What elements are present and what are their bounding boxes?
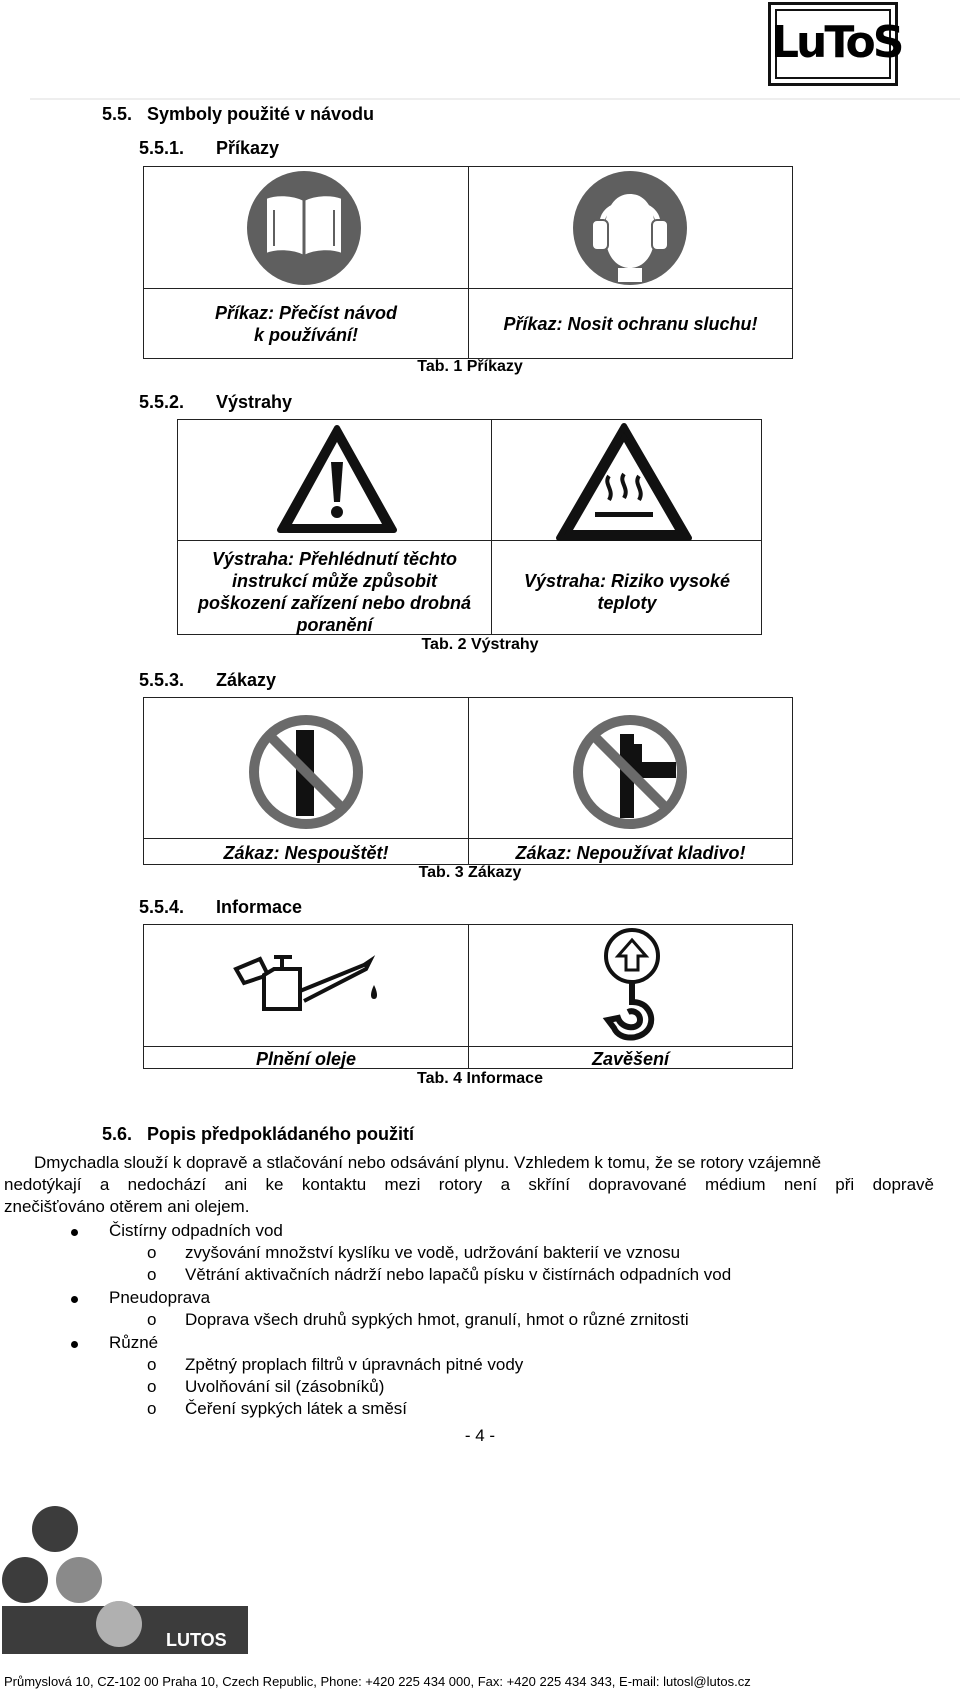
footer-circle: [32, 1506, 78, 1552]
sub-item: Zpětný proplach filtrů v úpravnách pitné vody: [185, 1355, 524, 1374]
hot-surface-caption: Výstraha: Riziko vysoké teploty: [523, 571, 731, 613]
read-manual-caption: Příkaz: Přečíst návod k používání!: [214, 303, 398, 345]
sub-item: Uvolňování sil (zásobníků): [185, 1377, 385, 1396]
list-item: Pneudoprava: [109, 1288, 211, 1307]
section-5-5-2-number: 5.5.2.: [139, 392, 185, 412]
sub-item: zvyšování množství kyslíku ve vodě, udržování bakterií ve vznosu: [185, 1243, 681, 1262]
do-not-start-icon: [248, 714, 364, 830]
commands-table: [143, 166, 793, 359]
sub-marker: o: [147, 1355, 157, 1374]
tab1-caption: Tab. 1 Příkazy: [417, 358, 523, 375]
footer-circle-front: [96, 1601, 142, 1647]
intro-paragraph: [4, 1152, 934, 1218]
bullet-dot: [71, 1341, 78, 1348]
sub-marker: o: [147, 1399, 157, 1418]
section-5-5-3-title: Zákazy: [216, 670, 277, 690]
page-number: - 4 -: [464, 1426, 496, 1445]
sub-item: Doprava všech druhů sypkých hmot, granulí, hmot o různé zrnitosti: [185, 1310, 689, 1329]
footer-address: Průmyslová 10, CZ-102 00 Praha 10, Czech Republic, Phone: +420 225 434 000, Fax: +420 225 434 343, E-mail: lutosl@lutos.cz: [4, 1674, 751, 1689]
section-5-5-number: 5.5.: [102, 104, 133, 124]
footer-circle: [2, 1557, 48, 1603]
tab2-caption: Tab. 2 Výstrahy: [421, 636, 539, 653]
section-5-5-4-number: 5.5.4.: [139, 897, 185, 917]
section-5-5-2-title: Výstrahy: [216, 392, 293, 412]
sub-marker: o: [147, 1243, 157, 1262]
no-hammer-icon: [572, 714, 688, 830]
header-divider: [30, 98, 960, 100]
company-logo: [768, 2, 902, 86]
prohibitions-table: [143, 697, 793, 865]
oil-can-icon: [234, 955, 384, 1017]
list-item: Různé: [109, 1333, 159, 1352]
suspension-caption: Zavěšení: [591, 1049, 670, 1069]
hearing-protection-caption: Příkaz: Nosit ochranu sluchu!: [503, 314, 758, 334]
general-warning-caption: Výstraha: Přehlédnutí těchto instrukcí může způsobit poškození zařízení nebo drobná poranění: [197, 549, 472, 635]
bullet-dot: [71, 1229, 78, 1236]
intro-line-3: znečišťováno otěrem ani olejem.: [4, 1197, 250, 1216]
tab3-caption: Tab. 3 Zákazy: [418, 864, 522, 881]
no-hammer-caption: Zákaz: Nepoužívat kladivo!: [515, 843, 746, 863]
suspension-hook-icon: [596, 928, 668, 1046]
sub-item: Větrání aktivačních nádrží nebo lapačů písku v čistírnách odpadních vod: [185, 1265, 732, 1284]
bullet-dot: [71, 1296, 78, 1303]
section-5-5-title: Symboly použité v návodu: [147, 104, 375, 124]
sub-marker: o: [147, 1265, 157, 1284]
section-5-6-number: 5.6.: [102, 1124, 133, 1144]
list-item: Čistírny odpadních vod: [109, 1221, 283, 1240]
general-warning-icon: [276, 424, 398, 536]
section-5-6-title: Popis předpokládaného použití: [147, 1124, 415, 1144]
oil-filling-caption: Plnění oleje: [255, 1049, 357, 1069]
intro-line-2: nedotýkají a nedochází ani ke kontaktu mezi rotory a skříní dopravované médium není při dopravě: [4, 1175, 934, 1194]
sub-item: Čeření sypkých látek a směsí: [185, 1399, 408, 1418]
sub-marker: o: [147, 1310, 157, 1329]
footer-circle: [56, 1557, 102, 1603]
section-5-5-1-number: 5.5.1.: [139, 138, 185, 158]
intro-line-1: Dmychadla slouží k dopravě a stlačování nebo odsávání plynu. Vzhledem k tomu, že se rotory vzájemně: [34, 1153, 822, 1172]
section-5-5-3-number: 5.5.3.: [139, 670, 185, 690]
footer-brand: LUTOS: [166, 1630, 227, 1650]
section-5-5-1-title: Příkazy: [216, 138, 280, 158]
section-5-5-4-title: Informace: [216, 897, 303, 917]
sub-marker: o: [147, 1377, 157, 1396]
logo-text: LuToS: [771, 17, 902, 68]
hearing-protection-icon: [572, 170, 688, 286]
do-not-start-caption: Zákaz: Nespouštět!: [223, 843, 389, 863]
hot-surface-icon: [555, 422, 693, 544]
tab4-caption: Tab. 4 Informace: [417, 1070, 543, 1087]
read-manual-icon: [246, 170, 362, 286]
